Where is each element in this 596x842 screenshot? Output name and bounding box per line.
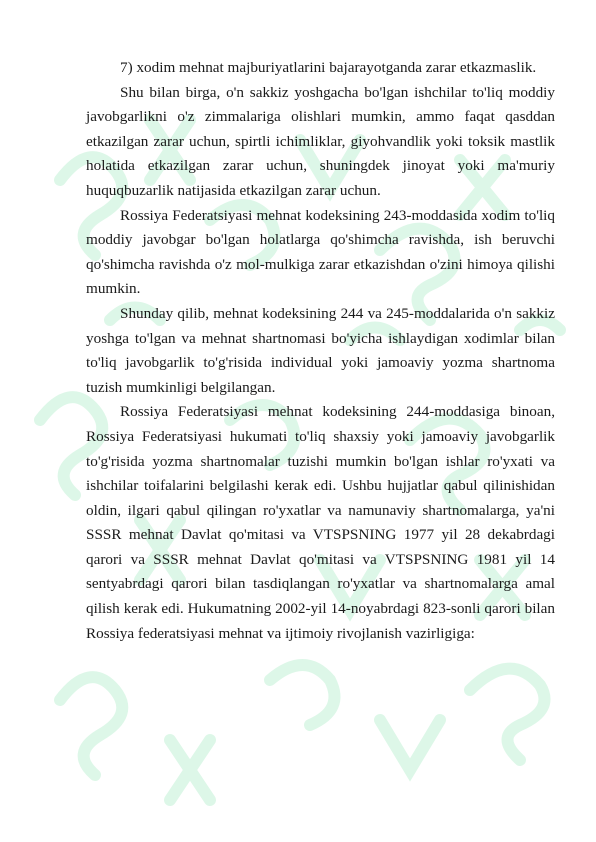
paragraph-article-244-government: Rossiya Federatsiyasi mehnat kodeksining 244-moddasiga binoan, Rossiya Federatsiyasi hukumati to'liq shaxsiy yoki jamoaviy javobgarlik to'g'risida yozma shartnomalar tuzishi mumkin bo'lgan ishlar ro'yxati va ishchilar toifalarini belgilashi kerak edi. Ushbu hujjatlar qabul qilinishidan oldin, ilgari qabul qilingan ro'yxatlar va namunaviy shartnomalarga, ya'ni SSSR mehnat Davlat qo'mitasi va VTSPSNING 1977 yil 28 dekabrdagi qarori va SSSR mehnat Davlat qo'mitasi va VTSPSNING 1981 yil 14 sentyabrdagi qarori bilan tasdiqlangan ro'yxatlar va shartnomalarga amal qilish kerak edi. Hukumatning 2002-yil 14-noyabrdagi 823-sonli qarori bilan Rossiya federatsiyasi mehnat va ijtimoiy rivojlanish vazirligiga: xyxy=(86,403,555,642)
paragraph-article-243: Rossiya Federatsiyasi mehnat kodeksining 243-moddasida xodim to'liq moddiy javobgar bo'lgan holatlarga qo'shimcha ravishda, ish beruvchi qo'shimcha ravishda o'z mol-mulkiga zarar etkazishdan o'zini himoya qilishi mumkin. xyxy=(86,206,555,298)
paragraph-minors-liability: Shu bilan birga, o'n sakkiz yoshgacha bo'lgan ishchilar to'liq moddiy javobgarlikni o'z zimmalariga olishlari mumkin, ammo faqat qasddan etkazilgan zarar uchun, spirtli ichimliklar, giyohvandlik yoki toksik mastlik holatida etkazilgan zarar uchun, shuningdek jinoyat yoki ma'muriy huquqbuzarlik natijasida etkazilgan zarar uchun. xyxy=(86,83,555,199)
document-page xyxy=(86,56,555,646)
paragraph-item-7: 7) xodim mehnat majburiyatlarini bajarayotganda zarar etkazmaslik. xyxy=(120,59,537,76)
paragraph-articles-244-245: Shunday qilib, mehnat kodeksining 244 va 245-moddalarida o'n sakkiz yoshga to'lgan va mehnat shartnomasi bo'yicha ishlaydigan xodimlar bilan to'liq javobgarlik to'g'risida individual yoki jamoaviy yozma shartnoma tuzish mumkinligi belgilangan. xyxy=(86,304,555,396)
